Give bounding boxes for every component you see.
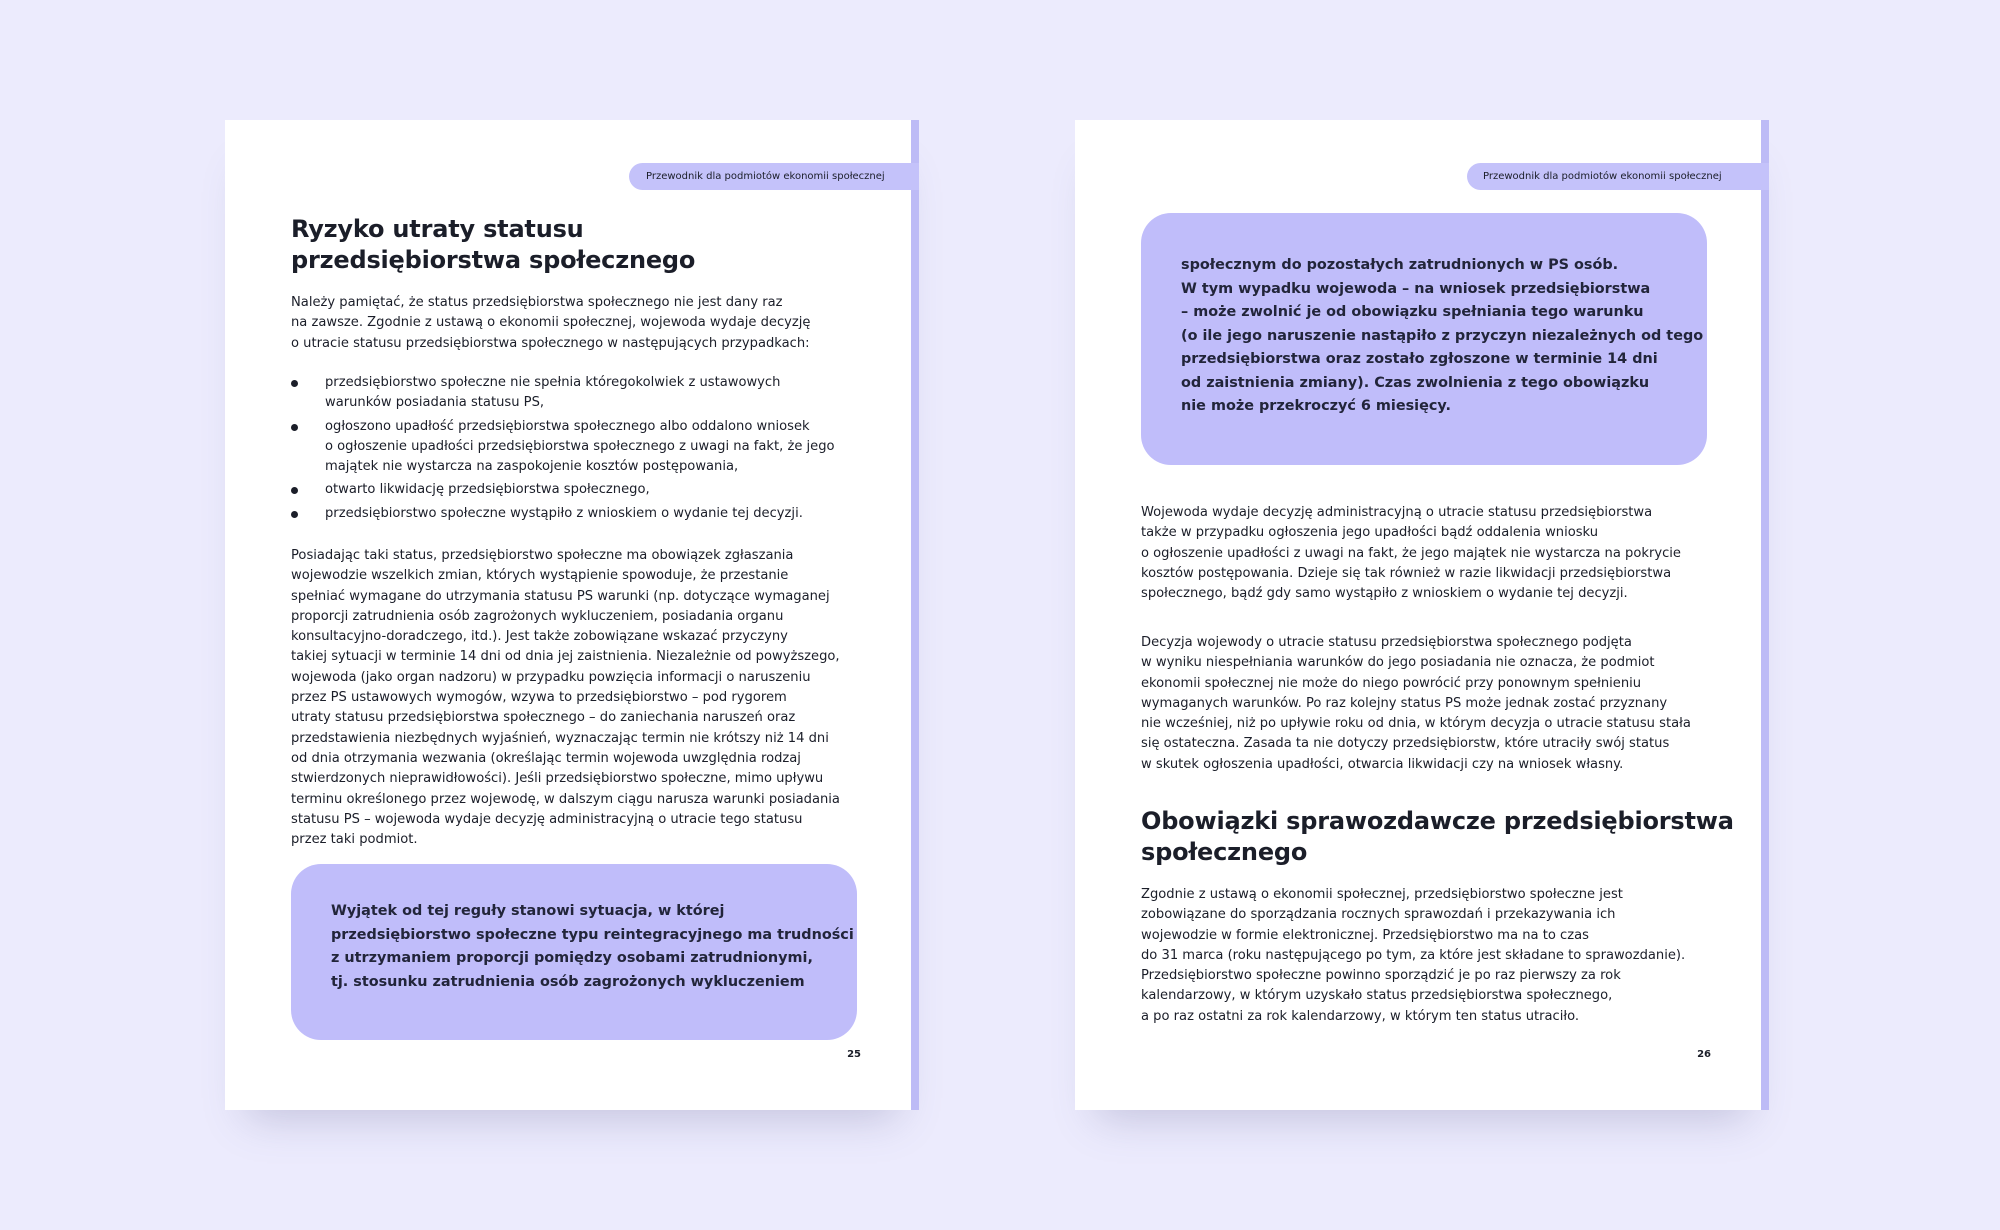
body-paragraph <box>1141 503 1711 604</box>
page-edge-bar <box>1761 120 1769 1110</box>
text-line: warunków posiadania statusu PS, <box>325 395 545 411</box>
text-line: Decyzja wojewody o utracie statusu przedsiębiorstwa społecznego podjęta <box>1141 635 1632 650</box>
text-line: o ogłoszenie upadłości z uwagi na fakt, że jego majątek nie wystarcza na pokrycie <box>1141 545 1681 561</box>
list-item <box>291 504 861 524</box>
text-line: stwierdzonych nieprawidłowości). Jeśli przedsiębiorstwo społeczne, mimo upływu <box>291 771 824 787</box>
text-line: otwarto likwidację przedsiębiorstwa społecznego, <box>325 482 650 498</box>
text-line: Przedsiębiorstwo społeczne powinno sporządzić je po raz pierwszy za rok <box>1141 968 1621 984</box>
text-line: majątek nie wystarcza na zaspokojenie kosztów postępowania, <box>325 459 739 475</box>
page-25 <box>225 120 919 1110</box>
text-line: w wyniku niespełniania warunków do jego posiadania nie oznacza, że podmiot <box>1141 655 1655 671</box>
text-line: od dnia otrzymania wezwania (określając termin wojewoda uwzględnia rodzaj <box>291 750 801 766</box>
text-line: Należy pamiętać, że status przedsiębiorstwa społecznego nie jest dany raz <box>291 295 783 310</box>
text-line: spełniać wymagane do utrzymania statusu PS warunki (np. dotyczące wymaganej <box>291 588 830 604</box>
text-line: przedstawienia niezbędnych wyjaśnień, wyznaczając termin nie krótszy niż 14 dni <box>291 730 829 746</box>
text-line: przez PS ustawowych wymogów, wzywa to przedsiębiorstwo – pod rygorem <box>291 690 787 706</box>
text-line: także w przypadku ogłoszenia jego upadłości bądź oddalenia wniosku <box>1141 525 1599 541</box>
text-line: zobowiązane do sporządzania rocznych sprawozdań i przekazywania ich <box>1141 907 1616 923</box>
text-line: wojewodzie wszelkich zmian, których wystąpienie spowoduje, że przestanie <box>291 568 789 584</box>
text-line: z utrzymaniem proporcji pomiędzy osobami zatrudnionymi, <box>331 950 813 966</box>
text-line: Posiadając taki status, przedsiębiorstwo społeczne ma obowiązek zgłaszania <box>291 548 794 563</box>
text-line: nie wcześniej, niż po upływie roku od dnia, w którym decyzja o utracie statusu stała <box>1141 716 1691 732</box>
title-line: społecznego <box>1141 838 1308 866</box>
title-line: Ryzyko utraty statusu <box>291 215 584 243</box>
intro-paragraph <box>291 293 861 354</box>
text-line: kalendarzowy, w którym uzyskało status przedsiębiorstwa społecznego, <box>1141 988 1613 1004</box>
list-item <box>291 373 861 414</box>
list-item <box>291 480 861 500</box>
text-line: proporcji zatrudnienia osób zagrożonych wykluczeniem, posiadania organu <box>291 608 784 624</box>
text-line: od zaistnienia zmiany). Czas zwolnienia z tego obowiązku <box>1181 374 1650 391</box>
text-line: przedsiębiorstwo społeczne nie spełnia któregokolwiek z ustawowych <box>325 375 781 390</box>
exception-callout <box>291 864 857 1040</box>
text-line: terminu określonego przez wojewodę, w dalszym ciągu narusza warunki posiadania <box>291 791 840 807</box>
text-line: konsultacyjno-doradczego, itd.). Jest także zobowiązane wskazać przyczyny <box>291 629 788 645</box>
text-line: kosztów postępowania. Dzieje się tak również w razie likwidacji przedsiębiorstwa <box>1141 565 1672 581</box>
body-paragraph <box>1141 885 1711 1027</box>
text-line: Zgodnie z ustawą o ekonomii społecznej, przedsiębiorstwo społeczne jest <box>1141 887 1623 902</box>
body-paragraph <box>1141 633 1711 775</box>
text-line: utraty statusu przedsiębiorstwa społecznego – do zaniechania naruszeń oraz <box>291 710 796 726</box>
title-line: przedsiębiorstwa społecznego <box>291 246 696 274</box>
text-line: W tym wypadku wojewoda – na wniosek przedsiębiorstwa <box>1181 280 1651 297</box>
text-line: przez taki podmiot. <box>291 832 418 848</box>
running-header: Przewodnik dla podmiotów ekonomii społecznej <box>1467 163 1769 190</box>
list-item <box>291 417 861 478</box>
text-line: społecznym do pozostałych zatrudnionych w PS osób. <box>1181 257 1619 273</box>
text-line: Wyjątek od tej reguły stanowi sytuacja, w której <box>331 903 725 919</box>
text-line: o utracie statusu przedsiębiorstwa społecznego w następujących przypadkach: <box>291 335 810 351</box>
text-line: nie może przekroczyć 6 miesięcy. <box>1181 398 1451 414</box>
bullet-icon <box>291 487 298 494</box>
text-line: w skutek ogłoszenia upadłości, otwarcia likwidacji czy na wniosek własny. <box>1141 756 1624 772</box>
text-line: do 31 marca (roku następującego po tym, za które jest składane to sprawozdanie). <box>1141 947 1686 963</box>
text-line: takiej sytuacji w terminie 14 dni od dnia jej zaistnienia. Niezależnie od powyższego, <box>291 649 840 665</box>
running-header: Przewodnik dla podmiotów ekonomii społecznej <box>629 163 919 190</box>
section-title <box>291 214 861 276</box>
title-line: Obowiązki sprawozdawcze przedsiębiorstwa <box>1141 807 1734 835</box>
text-line: przedsiębiorstwo społeczne typu reintegracyjnego ma trudności <box>331 926 854 943</box>
text-line: a po raz ostatni za rok kalendarzowy, w którym ten status utraciło. <box>1141 1008 1580 1024</box>
text-line: społecznego, bądź gdy samo wystąpiło z wnioskiem o wydanie tej decyzji. <box>1141 586 1628 602</box>
text-line: statusu PS – wojewoda wydaje decyzję administracyjną o utracie tego statusu <box>291 811 803 827</box>
bullet-icon <box>291 511 298 518</box>
text-line: Wojewoda wydaje decyzję administracyjną o utracie statusu przedsiębiorstwa <box>1141 505 1653 520</box>
exception-callout-continued <box>1141 213 1707 465</box>
text-line: przedsiębiorstwo społeczne wystąpiło z wnioskiem o wydanie tej decyzji. <box>325 505 803 521</box>
bullet-icon <box>291 424 298 431</box>
text-line: tj. stosunku zatrudnienia osób zagrożonych wykluczeniem <box>331 973 805 990</box>
text-line: ekonomii społecznej nie może do niego powrócić przy ponownym spełnieniu <box>1141 675 1642 691</box>
bullet-icon <box>291 380 298 387</box>
text-line: na zawsze. Zgodnie z ustawą o ekonomii społecznej, wojewoda wydaje decyzję <box>291 315 811 331</box>
text-line: wojewodzie w formie elektronicznej. Przedsiębiorstwo ma na to czas <box>1141 927 1589 943</box>
text-line: – może zwolnić je od obowiązku spełniania tego warunku <box>1181 304 1644 320</box>
condition-list <box>291 373 861 524</box>
body-paragraph <box>291 546 861 850</box>
text-line: o ogłoszenie upadłości przedsiębiorstwa społecznego z uwagi na fakt, że jego <box>325 438 835 454</box>
page-number: 25 <box>847 1049 861 1060</box>
text-line: (o ile jego naruszenie nastąpiło z przyczyn niezależnych od tego <box>1181 327 1704 344</box>
text-line: się ostateczna. Zasada ta nie dotyczy przedsiębiorstw, które utraciły swój status <box>1141 736 1670 752</box>
text-line: przedsiębiorstwa oraz zostało zgłoszone w terminie 14 dni <box>1181 351 1658 367</box>
text-line: wymaganych warunków. Po raz kolejny status PS może jednak zostać przyznany <box>1141 695 1668 711</box>
section-title <box>1141 806 1741 868</box>
text-line: wojewoda (jako organ nadzoru) w przypadku powzięcia informacji o naruszeniu <box>291 669 811 685</box>
page-edge-bar <box>911 120 919 1110</box>
text-line: ogłoszono upadłość przedsiębiorstwa społecznego albo oddalono wniosek <box>325 418 810 434</box>
page-number: 26 <box>1697 1049 1711 1060</box>
page-26 <box>1075 120 1769 1110</box>
